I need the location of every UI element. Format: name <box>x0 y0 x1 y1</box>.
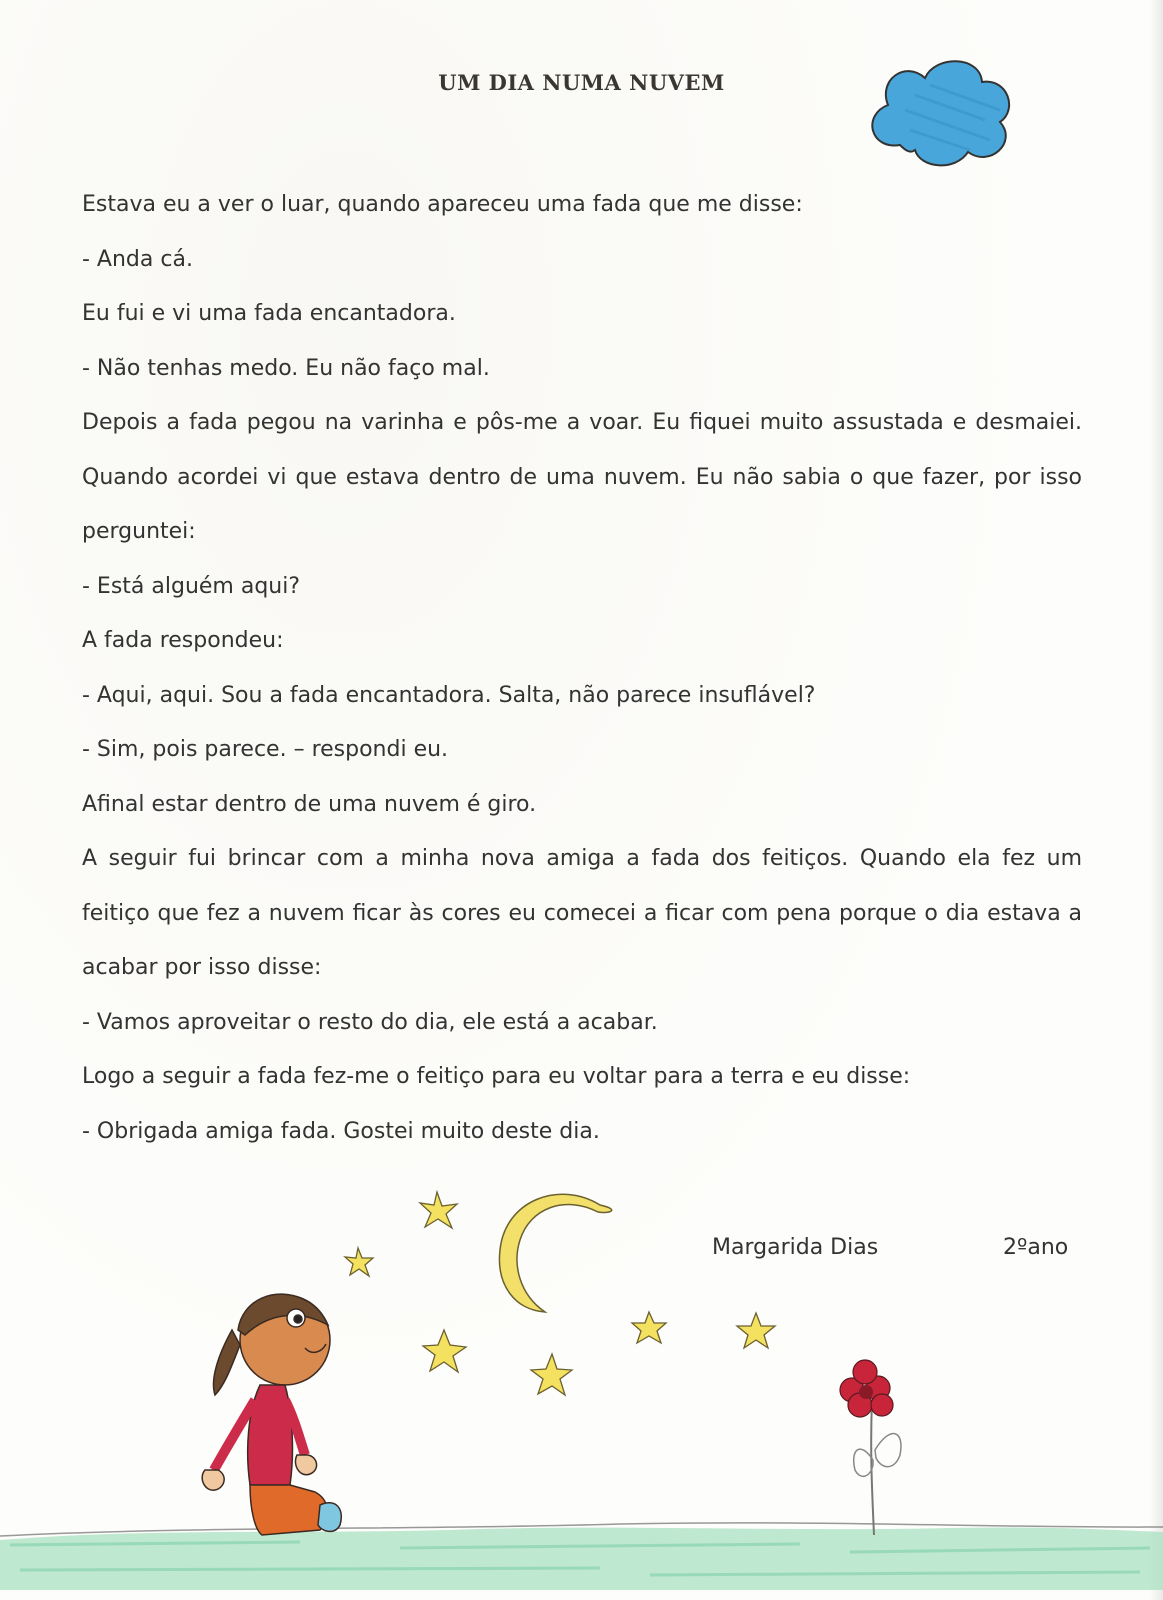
paragraph-3: Eu fui e vi uma fada encantadora. <box>82 301 456 326</box>
star-icon <box>737 1313 775 1348</box>
paragraph-11: A seguir fui brincar com a minha nova amiga a fada dos feitiços. Quando ela fez um feitiço que fez a nuvem ficar às cores eu comecei a ficar com pena porque o dia estava a acabar por isso disse: <box>82 846 1082 980</box>
girl-drawing <box>202 1294 341 1535</box>
paragraph-4: - Não tenhas medo. Eu não faço mal. <box>82 355 490 381</box>
moon-icon <box>499 1194 611 1312</box>
paragraph-1: Estava eu a ver o luar, quando apareceu uma fada que me disse: <box>82 192 803 217</box>
grass-ground <box>0 1527 1163 1590</box>
paragraph-13: Logo a seguir a fada fez-me o feitiço para eu voltar para a terra e eu disse: <box>82 1064 911 1089</box>
paragraph-8: - Aqui, aqui. Sou a fada encantadora. Salta, não parece insuflável? <box>82 682 816 708</box>
star-icon <box>345 1248 373 1276</box>
page-edge-shadow <box>1149 0 1163 1600</box>
grade-label: 2ºano <box>1003 1235 1069 1260</box>
star-icon <box>423 1330 466 1372</box>
paragraph-10: Afinal estar dentro de uma nuvem é giro. <box>82 791 537 817</box>
star-icon <box>420 1192 457 1228</box>
cloud-drawing <box>860 50 1020 175</box>
document-title: UM DIA NUMA NUVEM <box>438 70 725 95</box>
flower-drawing <box>840 1360 901 1535</box>
star-icon <box>632 1312 666 1343</box>
paragraph-5: Depois a fada pegou na varinha e pôs-me a voar. Eu fiquei muito assustada e desmaiei. Quando acordei vi que estava dentro de uma nuvem. Eu não sabia o que fazer, por isso perguntei: <box>82 410 1082 544</box>
paragraph-14: - Obrigada amiga fada. Gostei muito deste dia. <box>82 1118 600 1144</box>
paragraph-7: A fada respondeu: <box>82 628 284 653</box>
star-icon <box>531 1354 572 1395</box>
paragraph-6: - Está alguém aqui? <box>82 573 301 599</box>
paragraph-12: - Vamos aproveitar o resto do dia, ele está a acabar. <box>82 1009 658 1035</box>
stars-group <box>345 1192 775 1395</box>
paragraph-9: - Sim, pois parece. – respondi eu. <box>82 737 449 762</box>
story-text <box>82 178 1082 1159</box>
paragraph-2: - Anda cá. <box>82 246 193 272</box>
author-name: Margarida Dias <box>712 1235 879 1260</box>
